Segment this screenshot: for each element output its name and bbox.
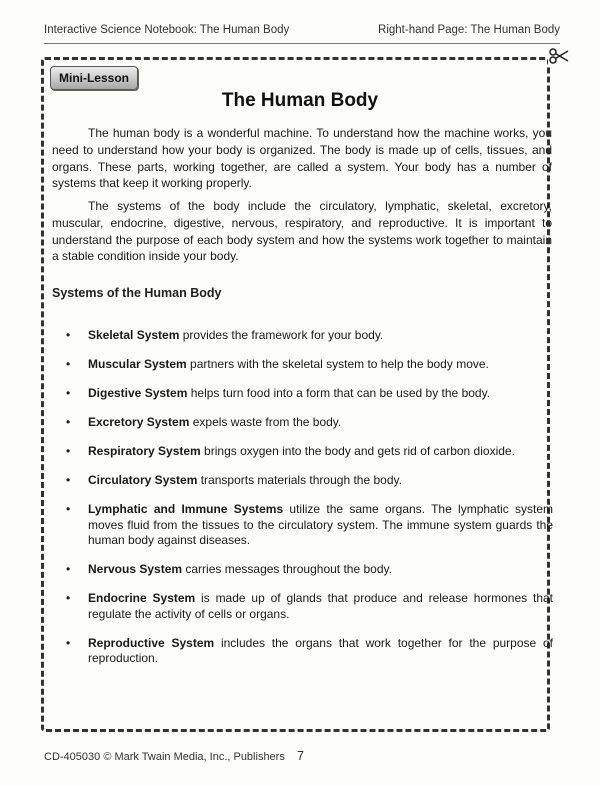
list-item [66, 386, 553, 402]
copyright-footer: CD-405030 © Mark Twain Media, Inc., Publishers [44, 751, 285, 763]
running-header-right: Right-hand Page: The Human Body [378, 24, 560, 36]
list-item [66, 415, 553, 431]
system-name: Lymphatic and Immune Systems [88, 502, 284, 516]
mini-lesson-badge: Mini-Lesson [50, 66, 138, 90]
systems-list [66, 328, 553, 680]
system-description: is made up of glands that produce and release hormones that regulate the activity of cells or organs. [88, 591, 554, 621]
list-item [66, 591, 553, 622]
system-name: Reproductive System [88, 635, 215, 650]
system-name: Muscular System [88, 357, 187, 371]
running-header-left: Interactive Science Notebook: The Human Body [44, 24, 290, 36]
system-name: Circulatory System [88, 473, 198, 487]
page-title: The Human Body [221, 90, 379, 111]
system-description: helps turn food into a form that can be used by the body. [187, 386, 491, 400]
bullet-icon: • [66, 473, 71, 487]
bullet-icon: • [66, 386, 71, 400]
system-description: carries messages throughout the body. [182, 562, 392, 576]
system-name: Nervous System [88, 562, 183, 576]
page-number: 7 [297, 749, 304, 763]
system-name: Endocrine System [88, 591, 196, 605]
system-description: includes the organs that work together for the purpose of reproduction. [88, 635, 553, 665]
bullet-icon: • [66, 357, 71, 371]
system-description: provides the framework for your body. [179, 328, 384, 342]
intro-paragraph-2: The systems of the body include the circulatory, lymphatic, skeletal, excretory, muscular, endocrine, digestive, nervous, respiratory, and reproductive. It is important to understand the purpose of each body system and how the systems work together to maintain a stable condition inside your body. [52, 199, 552, 264]
system-description: partners with the skeletal system to help the body move. [186, 357, 489, 371]
bullet-icon: • [66, 562, 71, 576]
list-item [66, 357, 553, 373]
list-item [66, 473, 553, 489]
header-rule [44, 43, 560, 44]
system-description: brings oxygen into the body and gets rid of carbon dioxide. [200, 444, 515, 458]
list-item [66, 444, 553, 460]
bullet-icon: • [66, 635, 71, 650]
system-name: Digestive System [88, 386, 188, 400]
scissors-icon [548, 47, 570, 65]
system-description: transports materials through the body. [197, 473, 402, 487]
section-heading: Systems of the Human Body [52, 286, 222, 300]
bullet-icon: • [66, 502, 71, 516]
list-item [66, 562, 553, 578]
list-item [66, 502, 553, 549]
intro-paragraph-1: The human body is a wonderful machine. To understand how the machine works, you need to understand how your body is organized. The body is made up of cells, tissues, and organs. These parts, working together, are called a system. Your body has a number of systems that keep it working properly. [52, 126, 552, 191]
bullet-icon: • [66, 591, 71, 605]
system-description: expels waste from the body. [189, 415, 342, 429]
system-name: Skeletal System [88, 328, 180, 342]
bullet-icon: • [66, 444, 71, 458]
system-name: Excretory System [88, 415, 190, 429]
bullet-icon: • [66, 328, 71, 342]
system-name: Respiratory System [88, 444, 201, 458]
bullet-icon: • [66, 415, 71, 429]
list-item [66, 636, 553, 667]
list-item [66, 328, 553, 344]
system-description: utilize the same organs. The lymphatic system moves fluid from the tissues to the circulatory system. The immune system guards the human body against diseases. [88, 502, 554, 547]
